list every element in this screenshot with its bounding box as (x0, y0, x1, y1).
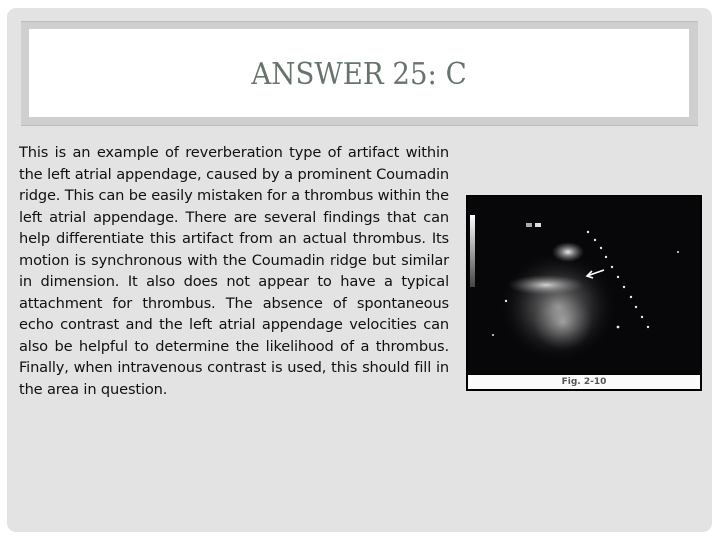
title-box (29, 29, 689, 117)
echo-figure (466, 195, 702, 391)
ultrasound-image (468, 197, 700, 376)
body-paragraph: This is an example of reverberation type of artifact within the left atrial appendage, caused by a prominent Coumadin ridge. This can be easily mistaken for a thrombus within the left atrial appendage. There are several findings that can help differentiate this artifact from an actual thrombus. Its motion is synchronous with the Coumadin ridge but similar in dimension. It also does not appear to have a typical attachment for thrombus. The absence of spontaneous echo contrast and the left atrial appendage velocities can also be helpful to determine the likelihood of a thrombus. Finally, when intravenous contrast is used, this should fill in the area in question. (19, 144, 449, 398)
slide-title: ANSWER 25: C (251, 56, 467, 92)
figure-caption: Fig. 2-10 (468, 374, 700, 389)
